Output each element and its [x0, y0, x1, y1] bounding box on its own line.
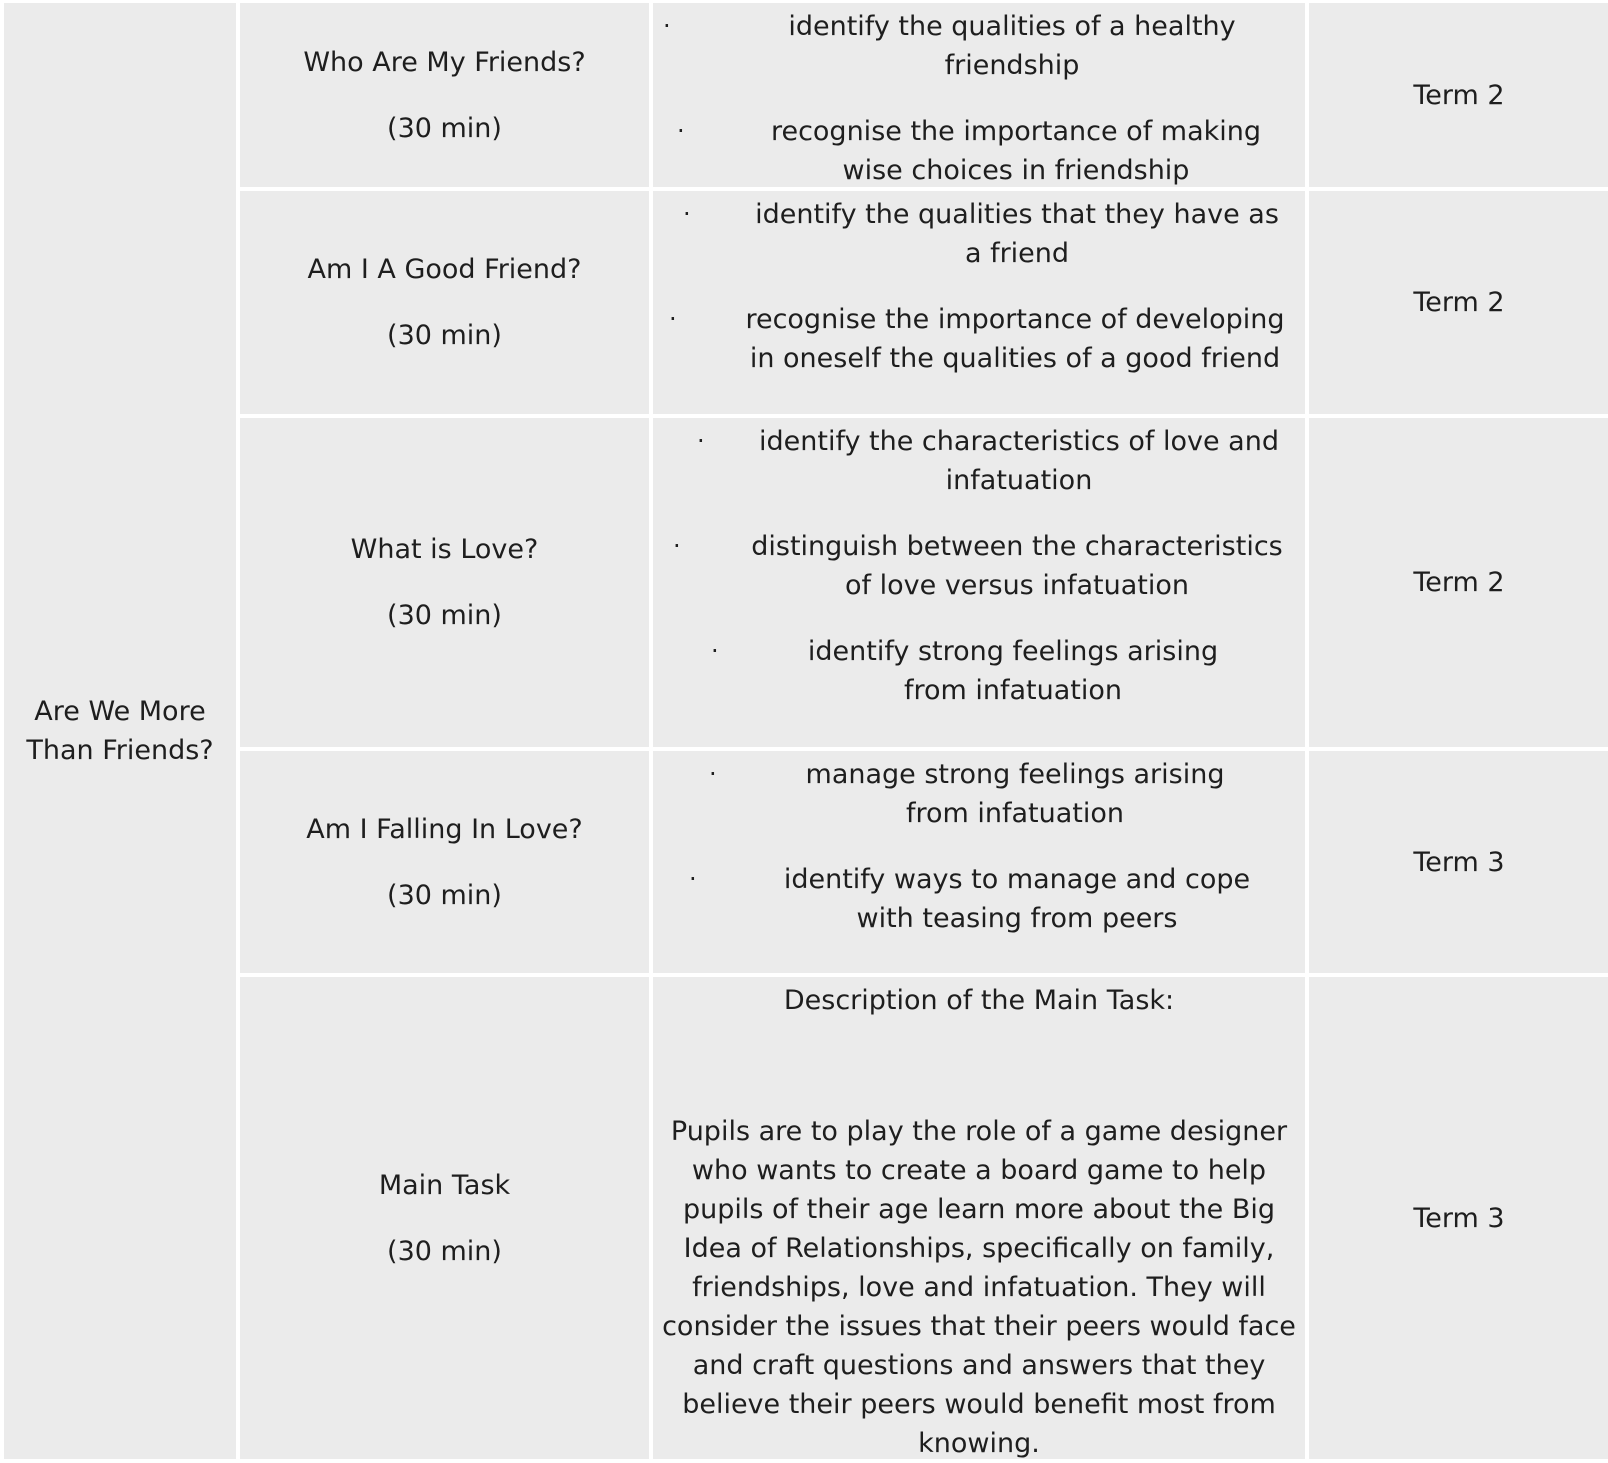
bullet-dot: ·: [709, 760, 717, 788]
objective-text: recognise the importance of developing in oneself the qualities of a good friend: [745, 304, 1285, 374]
lesson-title: Who Are My Friends?: [303, 46, 586, 78]
objective-item: [659, 112, 1299, 190]
lesson-duration: (30 min): [387, 600, 502, 631]
term-cell: [1309, 3, 1608, 187]
lesson-cell: [240, 191, 649, 414]
theme-label: Are We More Than Friends?: [26, 696, 214, 766]
main-task-description-cell: [653, 977, 1305, 1459]
term-label: Term 2: [1413, 79, 1505, 111]
lesson-cell: [240, 418, 649, 747]
main-task-duration: (30 min): [387, 1235, 502, 1267]
lesson-duration: (30 min): [387, 112, 502, 144]
objective-item: [659, 300, 1299, 378]
objective-text: manage strong feelings arising from infatuation: [805, 759, 1225, 829]
term-label: Term 2: [1413, 567, 1505, 598]
term-cell: [1309, 977, 1608, 1459]
lesson-duration: (30 min): [387, 879, 502, 911]
objective-text: identify ways to manage and cope with teasing from peers: [783, 864, 1251, 934]
objective-item: [659, 422, 1299, 500]
objective-text: distinguish between the characteristics of love versus infatuation: [751, 531, 1283, 601]
objective-item: [659, 860, 1299, 938]
lesson-title: Am I Falling In Love?: [306, 813, 583, 845]
main-task-description: Pupils are to play the role of a game designer who wants to create a board game to help pupils of their age learn more about the Big Idea of Relationships, specifically on family, friendships, love and infatuation. They will consider the issues that their peers would face and craft questions and answers that they believe their peers would benefit most from knowing.: [662, 1116, 1296, 1459]
term-cell: [1309, 191, 1608, 414]
lesson-plan-table: [4, 3, 1608, 1459]
bullet-dot: ·: [689, 865, 697, 893]
bullet-dot: ·: [663, 12, 671, 40]
objective-item: [659, 7, 1299, 85]
main-task-cell: [240, 977, 649, 1459]
objective-text: identify the qualities of a healthy friendship: [788, 11, 1236, 81]
objectives-cell: [653, 191, 1305, 414]
objectives-cell: [653, 751, 1305, 973]
objectives-cell: [653, 418, 1305, 747]
objective-item: [659, 632, 1299, 710]
objective-item: [659, 527, 1299, 605]
term-cell: [1309, 751, 1608, 973]
bullet-dot: ·: [673, 532, 681, 560]
bullet-dot: ·: [677, 117, 685, 145]
main-task-heading: Description of the Main Task:: [783, 985, 1175, 1016]
bullet-dot: ·: [697, 427, 705, 455]
objective-text: identify strong feelings arising from infatuation: [807, 636, 1219, 706]
lesson-cell: [240, 751, 649, 973]
lesson-cell: [240, 3, 649, 187]
theme-cell: [4, 3, 236, 1459]
lesson-title: Am I A Good Friend?: [307, 254, 582, 285]
objective-item: [659, 755, 1299, 833]
objective-text: identify the characteristics of love and infatuation: [759, 426, 1279, 496]
main-task-title: Main Task: [378, 1169, 511, 1201]
lesson-title: What is Love?: [350, 534, 539, 565]
objective-text: identify the qualities that they have as a friend: [755, 199, 1279, 269]
term-label: Term 2: [1413, 287, 1505, 318]
term-label: Term 3: [1413, 846, 1505, 878]
bullet-dot: ·: [711, 637, 719, 665]
objectives-cell: [653, 3, 1305, 187]
objective-item: [659, 195, 1299, 273]
term-cell: [1309, 418, 1608, 747]
term-label: Term 3: [1413, 1202, 1505, 1234]
bullet-dot: ·: [683, 200, 691, 228]
lesson-duration: (30 min): [387, 320, 502, 351]
bullet-dot: ·: [669, 305, 677, 333]
objective-text: recognise the importance of making wise choices in friendship: [770, 116, 1262, 186]
